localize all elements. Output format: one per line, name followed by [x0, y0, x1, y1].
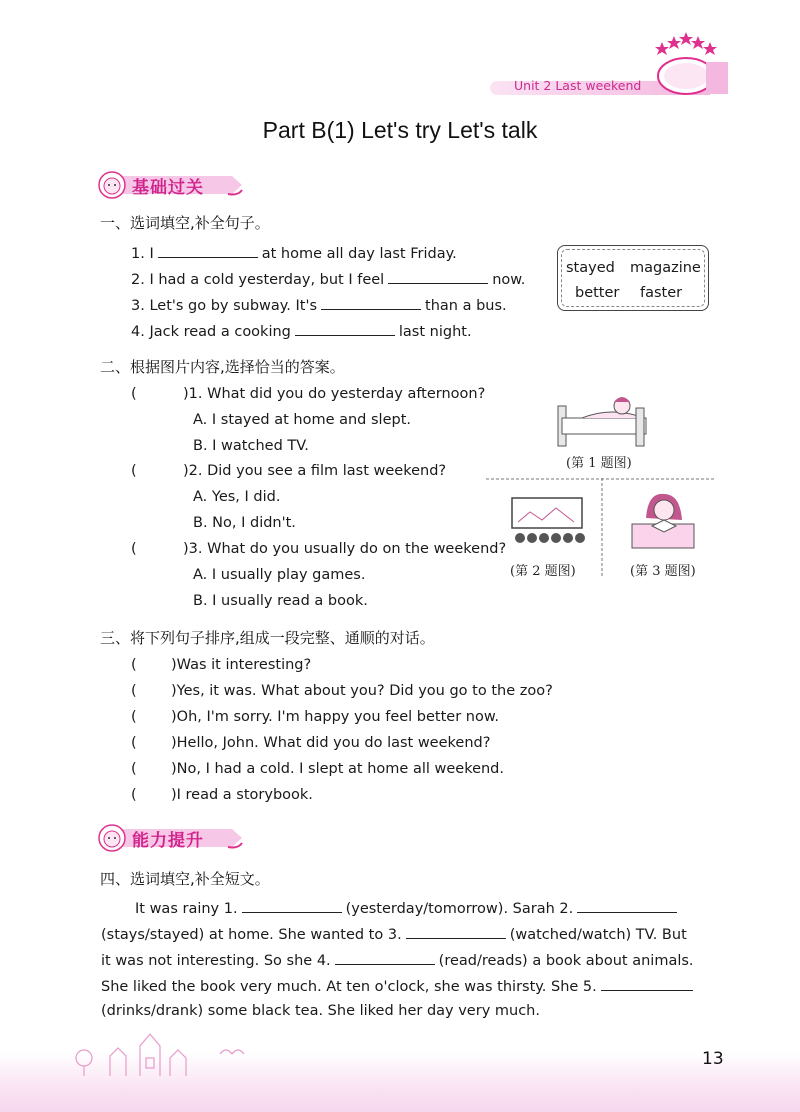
q3-item: ( )I read a storybook. — [131, 787, 313, 803]
q1-heading: 一、选词填空,补全句子。 — [100, 214, 270, 232]
q1-item: 2. I had a cold yesterday, but I feel now. — [131, 272, 526, 288]
q4-line: it was not interesting. So she 4. (read/reads) a book about animals. — [101, 953, 694, 969]
q3-item: ( )Oh, I'm sorry. I'm happy you feel better now. — [131, 709, 499, 725]
section-ability-label: 能力提升 — [132, 831, 204, 851]
cinema-illustration — [508, 494, 588, 550]
word-option: magazine — [630, 260, 701, 276]
reading-girl-illustration — [628, 490, 698, 552]
q2-option: B. No, I didn't. — [193, 515, 296, 531]
q2-heading: 二、根据图片内容,选择恰当的答案。 — [100, 358, 345, 376]
q4-line: It was rainy 1. (yesterday/tomorrow). Sarah 2. — [135, 899, 681, 917]
q1-item: 3. Let's go by subway. It's than a bus. — [131, 298, 507, 314]
q2-question: ( )3. What do you usually do on the weekend? — [131, 541, 507, 557]
crown-logo-icon — [640, 32, 730, 102]
sleeping-girl-illustration — [552, 388, 652, 448]
section-basic-label: 基础过关 — [132, 178, 204, 198]
q3-item: ( )Was it interesting? — [131, 657, 312, 673]
page-number: 13 — [702, 1049, 724, 1069]
q2-option: A. I usually play games. — [193, 567, 366, 583]
page-title: Part B(1) Let's try Let's talk — [262, 117, 538, 143]
q3-item: ( )Yes, it was. What about you? Did you go to the zoo? — [131, 683, 553, 699]
figure-caption: (第 2 题图) — [510, 564, 576, 579]
unit-label: Unit 2 Last weekend — [514, 78, 642, 93]
q2-option: B. I usually read a book. — [193, 593, 368, 609]
figure-divider-vertical — [600, 478, 604, 578]
q2-question: ( )2. Did you see a film last weekend? — [131, 463, 447, 479]
q3-item: ( )Hello, John. What did you do last weekend? — [131, 735, 491, 751]
q2-question: ( )1. What did you do yesterday afternoon? — [131, 386, 486, 402]
word-option: better — [575, 285, 620, 301]
q4-heading: 四、选词填空,补全短文。 — [100, 870, 270, 888]
q1-item: 1. I at home all day last Friday. — [131, 246, 457, 262]
figure-caption: (第 3 题图) — [630, 564, 696, 579]
q2-option: A. I stayed at home and slept. — [193, 412, 411, 428]
q2-option: B. I watched TV. — [193, 438, 309, 454]
kid-face-icon — [97, 170, 127, 200]
word-option: faster — [640, 285, 683, 301]
figure-caption: (第 1 题图) — [566, 456, 632, 471]
kid-face-icon — [97, 823, 127, 853]
castle-decoration-icon — [70, 1028, 260, 1078]
q1-item: 4. Jack read a cooking last night. — [131, 324, 472, 340]
word-option: stayed — [566, 260, 615, 276]
q2-option: A. Yes, I did. — [193, 489, 281, 505]
q3-item: ( )No, I had a cold. I slept at home all weekend. — [131, 761, 504, 777]
q4-line: (stays/stayed) at home. She wanted to 3. (watched/watch) TV. But — [101, 927, 687, 943]
q4-line: (drinks/drank) some black tea. She liked her day very much. — [101, 1003, 540, 1019]
q4-line: She liked the book very much. At ten o'clock, she was thirsty. She 5. — [101, 977, 697, 995]
q3-heading: 三、将下列句子排序,组成一段完整、通顺的对话。 — [100, 629, 435, 647]
